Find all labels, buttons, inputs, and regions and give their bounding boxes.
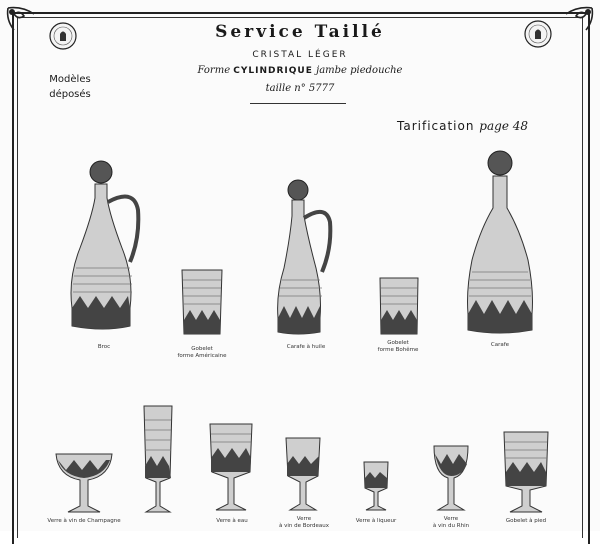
item-sub: forme Bohême: [377, 347, 419, 353]
caption-champagne: [44, 518, 124, 525]
item-label: Carafe: [490, 342, 510, 348]
taille-number: taille n° 5777: [265, 83, 335, 94]
gobelet-pied-illustration: [502, 430, 550, 516]
caption-bordeaux: [264, 516, 344, 530]
carafe-illustration: [462, 150, 538, 336]
bordeaux-glass-illustration: [284, 436, 322, 516]
rhin-glass-illustration: [432, 444, 470, 516]
gobelet-americaine-illustration: [180, 268, 224, 336]
item-label: Verre à vin de Champagne: [47, 518, 121, 524]
item-label: Gobelet: [191, 346, 213, 352]
caption-carafe-huile: [266, 344, 346, 351]
caption-gobelet-americaine: [162, 346, 242, 360]
item-label: Verre: [443, 516, 459, 522]
item-label: Gobelet à pied: [505, 518, 547, 524]
tarification-page: page 48: [479, 119, 528, 133]
caption-liqueur: [336, 518, 416, 525]
item-label: Broc: [97, 344, 111, 350]
models-note: [40, 72, 100, 102]
item-label: Verre: [296, 516, 312, 522]
carafe-huile-illustration: [276, 178, 336, 336]
item-label: Verre à liqueur: [355, 518, 397, 524]
item-sub: à vin du Rhin: [432, 523, 470, 529]
forme-prefix: Forme: [197, 65, 231, 76]
page-subtitle: CRISTAL LÉGER: [252, 50, 348, 60]
liqueur-glass-illustration: [362, 460, 390, 516]
flute-glass-illustration: [140, 404, 176, 516]
caption-water-glass: [192, 518, 272, 525]
item-label: Verre à eau: [216, 518, 248, 524]
models-line-2: déposés: [49, 89, 91, 100]
tarification-label: Tarification: [397, 119, 475, 133]
forme-name: CYLINDRIQUE: [233, 66, 313, 76]
water-glass-illustration: [208, 422, 254, 516]
models-line-1: Modèles: [49, 74, 91, 85]
page-title: Service Taillé: [215, 22, 385, 42]
broc-illustration: [64, 158, 144, 336]
gobelet-boheme-illustration: [378, 276, 420, 336]
caption-rhin: [411, 516, 491, 530]
caption-gobelet-pied: [486, 518, 566, 525]
title-divider: [250, 103, 346, 104]
item-sub: forme Américaine: [177, 353, 227, 359]
caption-broc: [64, 344, 144, 351]
item-sub: à vin de Bordeaux: [278, 523, 330, 529]
caption-carafe: [460, 342, 540, 349]
tarification-ref: [397, 119, 528, 133]
caption-gobelet-boheme: [358, 340, 438, 354]
item-label: Gobelet: [387, 340, 409, 346]
champagne-glass-illustration: [54, 452, 114, 516]
item-label: Carafe à huile: [286, 344, 326, 350]
forme-suffix: jambe piedouche: [316, 65, 403, 76]
